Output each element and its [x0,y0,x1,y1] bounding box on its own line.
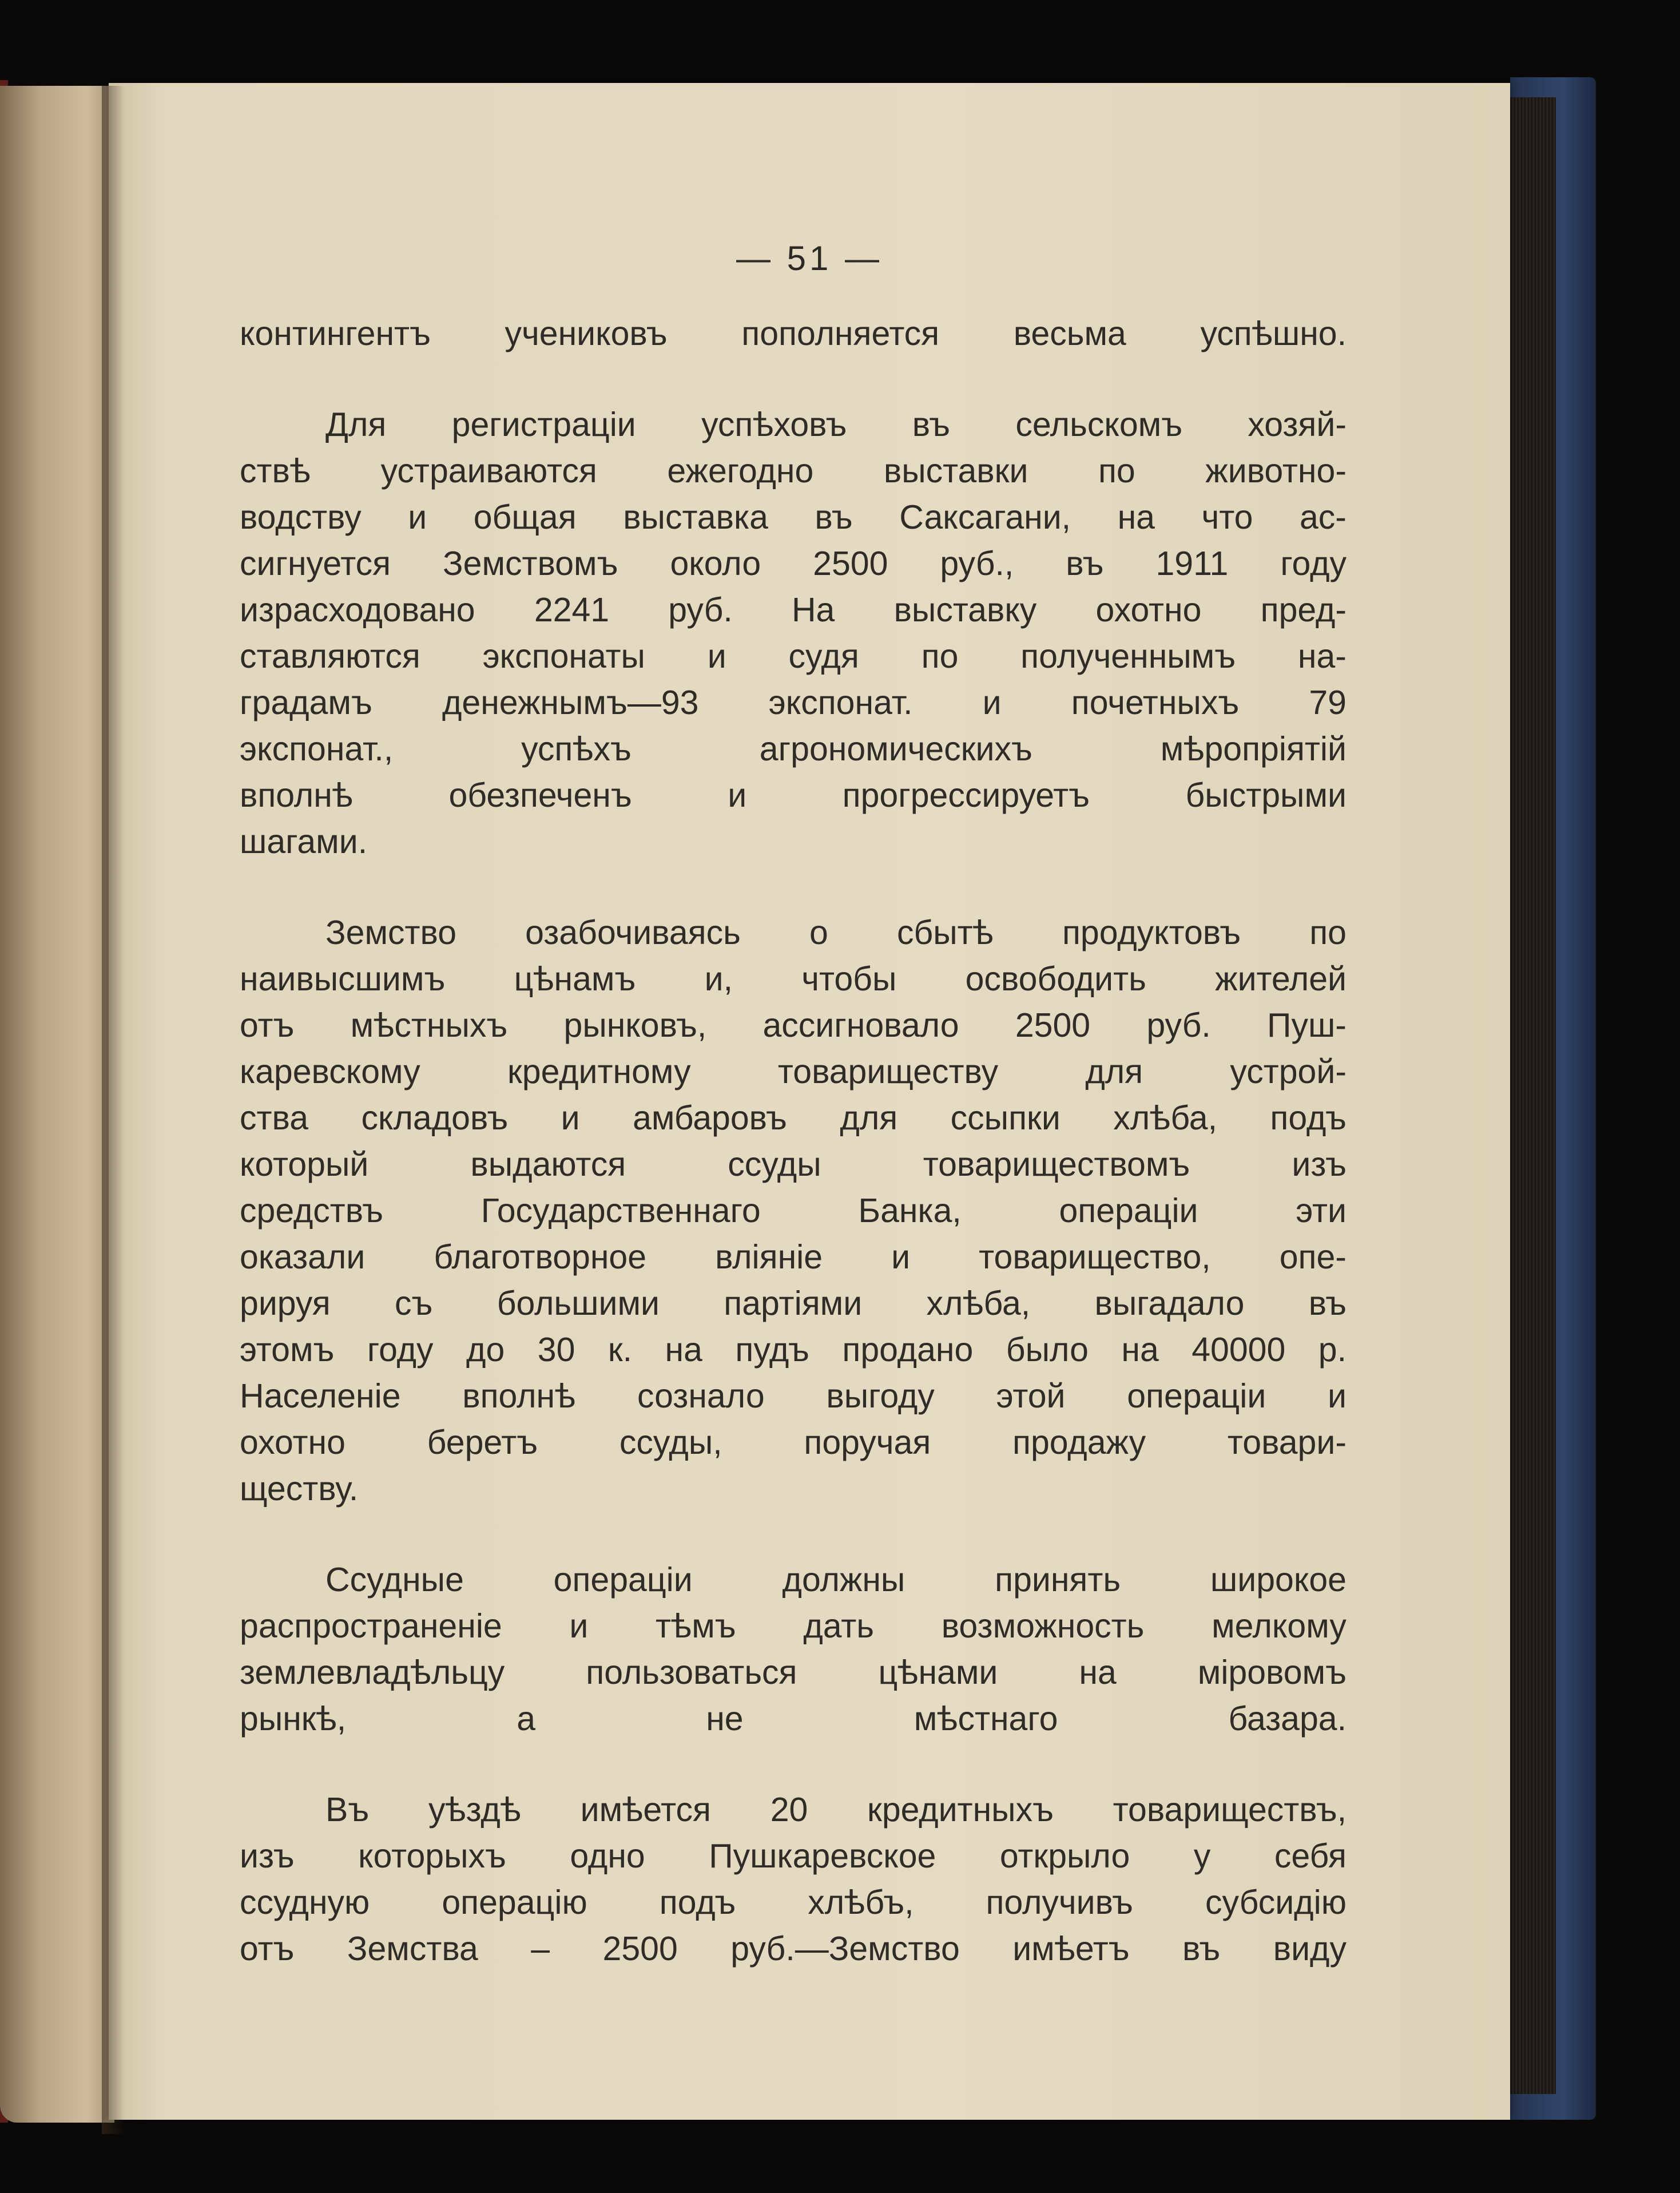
text-line [240,1879,1347,1926]
word: Для [325,406,387,443]
text-line [240,1926,1347,1972]
word: на [1079,1653,1117,1691]
word: животно- [1205,452,1347,490]
text-line [240,956,1347,1002]
word: Банка, [858,1192,962,1230]
word: распространеніе [240,1607,502,1645]
word: экспонат. [768,684,913,721]
word: прогрессируетъ [842,776,1090,814]
paragraph-gap [240,357,1347,402]
paragraph [240,402,1347,865]
word: рируя [240,1284,331,1322]
text-line [240,541,1347,587]
word: ссуды, [619,1423,722,1461]
word: продажу [1012,1423,1146,1461]
word: сельскомъ [1015,406,1183,443]
paragraph [240,910,1347,1512]
word: ссыпки [950,1099,1061,1137]
word: водству [240,498,362,536]
word: пред- [1260,591,1347,629]
word: оказали [240,1238,366,1276]
word: 79 [1309,684,1347,721]
word: шагами. [240,823,368,860]
word: году [367,1331,434,1369]
word: изъ [1292,1145,1347,1183]
word: землевладѣльцу [240,1653,505,1691]
word: ствѣ [240,452,311,490]
facing-page-edge [0,86,114,2123]
word: хозяй- [1248,406,1347,443]
word: въ [1182,1930,1221,1968]
word: израсходовано [240,591,475,629]
word: рынковъ, [563,1006,707,1044]
text-line [240,680,1347,726]
word: около [670,545,761,582]
word: продуктовъ [1062,914,1241,951]
word: на [665,1331,702,1369]
word: – [531,1930,550,1968]
word: вполнѣ [240,776,353,814]
word: общая [473,498,577,536]
word: выставки [883,452,1028,490]
word: поручая [804,1423,931,1461]
word: не [706,1700,744,1738]
word: у [1193,1837,1211,1875]
word: средствъ [240,1192,384,1230]
word: выдаются [470,1145,626,1183]
paragraph [240,311,1347,357]
word: и [728,776,747,814]
word: весьма [1013,315,1126,352]
word: открыло [999,1837,1130,1875]
text-line [240,726,1347,772]
word: подъ [659,1883,736,1921]
word: принять [995,1561,1121,1599]
word: складовъ [361,1099,509,1137]
word: быстрыми [1185,776,1347,814]
word: и [408,498,427,536]
word: которыхъ [358,1837,506,1875]
word: товари- [1227,1423,1347,1461]
text-line [240,1049,1347,1095]
word: получивъ [986,1883,1133,1921]
word: подъ [1270,1099,1347,1137]
text-line [240,494,1347,541]
word: 30 [537,1331,575,1369]
word: руб.—Земство [730,1930,960,1968]
word: пудъ [735,1331,809,1369]
text-line [240,1373,1347,1419]
text-line [240,1557,1347,1603]
text-line [240,1327,1347,1373]
word: к. [607,1331,633,1369]
text-line [240,587,1347,633]
word: пользоваться [586,1653,797,1691]
word: должны [782,1561,905,1599]
word: сигнуется [240,545,391,582]
text-line [240,1603,1347,1649]
word: ссуды [728,1145,821,1183]
word: отъ [240,1930,295,1968]
word: эти [1296,1192,1347,1230]
word: ас- [1299,498,1347,536]
word: сознало [637,1377,765,1415]
word: до [466,1331,505,1369]
word: 2500 [813,545,888,582]
word: на [1117,498,1155,536]
word: операціи [1127,1377,1266,1415]
text-line [240,910,1347,956]
word: Земство [325,914,457,951]
word: и [1328,1377,1347,1415]
word: изъ [240,1837,295,1875]
word: устраиваются [380,452,597,490]
word: субсидію [1205,1883,1347,1921]
word: Саксагани, [899,498,1071,536]
word: ссудную [240,1883,370,1921]
word: 20 [770,1791,808,1829]
word: который [240,1145,369,1183]
word: мѣстныхъ [350,1006,508,1044]
word: 2500 [1015,1006,1091,1044]
paragraph-gap [240,1512,1347,1557]
word: имѣется [580,1791,711,1829]
word: учениковъ [505,315,668,352]
word: ежегодно [667,452,814,490]
text-line [240,1095,1347,1141]
word: беретъ [427,1423,538,1461]
text-line [240,1466,1347,1512]
word: этой [996,1377,1066,1415]
text-line [240,1696,1347,1742]
word: операцію [442,1883,587,1921]
word: 40000 [1192,1331,1286,1369]
word: пополняется [741,315,940,352]
paragraph [240,1787,1347,1972]
word: Ссудные [325,1561,464,1599]
word: съ [395,1284,433,1322]
word: благотворное [434,1238,647,1276]
word: міровомъ [1197,1653,1347,1691]
word: экспонат., [240,730,394,768]
word: экспонаты [482,637,645,675]
word: по [921,637,959,675]
word: по [1309,914,1347,951]
word: для [1085,1053,1143,1090]
word: выставку [893,591,1037,629]
word: въ [815,498,853,536]
word: регистраціи [451,406,636,443]
word: и [982,684,1002,721]
word: обезпеченъ [448,776,632,814]
word: почетныхъ [1071,684,1240,721]
paragraph-gap [240,865,1347,910]
word: чтобы [801,960,897,998]
word: товариществомъ [923,1145,1190,1183]
word: о [809,914,828,951]
text-line [240,402,1347,448]
word: тѣмъ [656,1607,736,1645]
text-line [240,448,1347,494]
word: На [791,591,835,629]
word: судя [788,637,859,675]
word: руб. [1146,1006,1211,1044]
word: вліяніе [715,1238,823,1276]
word: Населеніе [240,1377,401,1415]
text-line [240,633,1347,680]
word: рынкѣ, [240,1700,347,1738]
word: жителей [1215,960,1347,998]
text-line [240,1234,1347,1280]
word: выгадало [1094,1284,1245,1322]
text-line [240,772,1347,819]
word: мелкому [1212,1607,1347,1645]
paragraph [240,1557,1347,1742]
word: выставка [623,498,768,536]
word: продано [842,1331,974,1369]
word: что [1201,498,1253,536]
text-line [240,1280,1347,1327]
word: на- [1297,637,1347,675]
word: сбытѣ [896,914,994,951]
word: Пушкаревское [709,1837,936,1875]
word: полученнымъ [1020,637,1236,675]
word: одно [570,1837,645,1875]
word: ства [240,1099,309,1137]
word: градамъ [240,684,372,721]
word: агрономическихъ [759,730,1032,768]
word: и [891,1238,911,1276]
page-number: — 51 — [736,239,883,277]
word: въ [1066,545,1104,582]
word: на [1121,1331,1159,1369]
word: для [840,1099,898,1137]
word: операціи [1059,1192,1198,1230]
word: и [707,637,726,675]
word: базара. [1228,1700,1347,1738]
body-text [240,311,1347,1972]
word: озабочиваясь [525,914,741,951]
page-stack-edges [1504,97,1556,2094]
word: было [1006,1331,1089,1369]
word: 2241 [534,591,610,629]
word: въ [912,406,951,443]
word: по [1098,452,1135,490]
text-line [240,1188,1347,1234]
text-line [240,1649,1347,1696]
text-line [240,1833,1347,1879]
word: мѣстнаго [914,1700,1058,1738]
word: этомъ [240,1331,335,1369]
word: кредитныхъ [867,1791,1054,1829]
word: Въ [325,1791,370,1829]
word: цѣнами [878,1653,998,1691]
word: въ [1308,1284,1347,1322]
spine-shadow [102,86,125,2134]
word: партіями [724,1284,863,1322]
word: ставляются [240,637,420,675]
word: цѣнамъ [514,960,636,998]
word: 1911 [1155,545,1229,582]
word: хлѣба, [926,1284,1031,1322]
word: и [561,1099,580,1137]
word: и, [704,960,733,998]
word: и [569,1607,589,1645]
word: дать [803,1607,875,1645]
word: товариществу [777,1053,999,1090]
text-line [240,1002,1347,1049]
word: руб., [940,545,1014,582]
word: денежнымъ—93 [442,684,699,721]
paragraph-gap [240,1742,1347,1787]
word: товарищество, [979,1238,1211,1276]
word: руб. [668,591,733,629]
text-line [240,1141,1347,1188]
book-page [109,83,1510,2120]
word: успѣховъ [701,406,847,443]
word: устрой- [1230,1053,1347,1090]
word: р. [1318,1331,1347,1369]
text-line [240,1419,1347,1466]
word: охотно [240,1423,345,1461]
word: хлѣба, [1113,1099,1217,1137]
word: а [517,1700,536,1738]
word: Земства [347,1930,478,1968]
word: 2500 [602,1930,678,1968]
word: отъ [240,1006,295,1044]
word: хлѣбъ, [808,1883,914,1921]
word: возможность [941,1607,1145,1645]
word: наивысшимъ [240,960,446,998]
word: уѣздѣ [428,1791,521,1829]
word: опе- [1279,1238,1347,1276]
word: успѣшно. [1200,315,1347,352]
word: амбаровъ [633,1099,787,1137]
word: году [1280,545,1347,582]
word: Пуш- [1267,1006,1347,1044]
word: охотно [1095,591,1202,629]
word: освободить [965,960,1146,998]
word: ществу. [240,1470,359,1508]
word: вполнѣ [462,1377,576,1415]
word: большими [497,1284,660,1322]
word: успѣхъ [521,730,632,768]
word: Земствомъ [443,545,618,582]
word: виду [1273,1930,1347,1968]
word: кредитному [507,1053,691,1090]
word: ассигновало [762,1006,959,1044]
word: имѣетъ [1012,1930,1130,1968]
word: каревскому [240,1053,420,1090]
text-line [240,819,1347,865]
word: себя [1274,1837,1347,1875]
word: товариществъ, [1113,1791,1347,1829]
word: контингентъ [240,315,431,352]
text-line [240,311,1347,357]
word: широкое [1210,1561,1347,1599]
word: мѣропріятій [1160,730,1347,768]
word: операціи [553,1561,693,1599]
word: Государственнаго [480,1192,761,1230]
word: выгоду [826,1377,935,1415]
text-line [240,1787,1347,1833]
